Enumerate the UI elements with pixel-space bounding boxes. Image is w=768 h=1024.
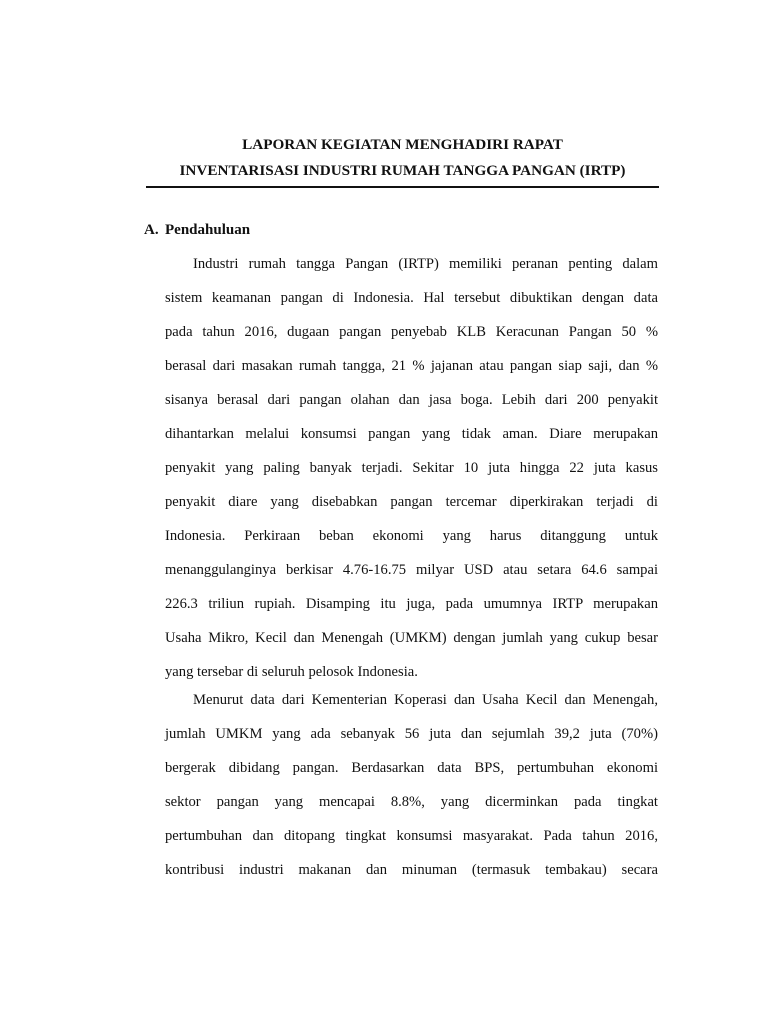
- title-underline-rule: [146, 186, 659, 188]
- paragraph-1: [165, 247, 658, 689]
- paragraph-line: Industri rumah tangga Pangan (IRTP) memiliki peranan penting dalam: [193, 256, 658, 272]
- paragraph-line: sisanya berasal dari pangan olahan dan jasa boga. Lebih dari 200 penyakit: [165, 392, 658, 408]
- paragraph-line: Usaha Mikro, Kecil dan Menengah (UMKM) dengan jumlah yang cukup besar: [165, 630, 658, 646]
- report-title: [146, 132, 659, 184]
- paragraph-line: penyakit diare yang disebabkan pangan tercemar diperkirakan terjadi di: [165, 494, 658, 510]
- paragraph-line: kontribusi industri makanan dan minuman (termasuk tembakau) secara: [165, 862, 658, 878]
- paragraph-line: penyakit yang paling banyak terjadi. Sekitar 10 juta hingga 22 juta kasus: [165, 460, 658, 476]
- paragraph-line: Menurut data dari Kementerian Koperasi dan Usaha Kecil dan Menengah,: [193, 692, 658, 708]
- paragraph-line: dihantarkan melalui konsumsi pangan yang tidak aman. Diare merupakan: [165, 426, 658, 442]
- section-number: A.: [144, 222, 159, 238]
- paragraph-line: bergerak dibidang pangan. Berdasarkan data BPS, pertumbuhan ekonomi: [165, 760, 658, 776]
- paragraph-2: [165, 683, 658, 887]
- paragraph-line: 226.3 triliun rupiah. Disamping itu juga, pada umumnya IRTP merupakan: [165, 596, 658, 612]
- paragraph-line: menanggulanginya berkisar 4.76-16.75 milyar USD atau setara 64.6 sampai: [165, 562, 658, 578]
- section-heading: [144, 221, 250, 239]
- paragraph-line: yang tersebar di seluruh pelosok Indonesia.: [165, 664, 418, 680]
- section-title: Pendahuluan: [165, 222, 251, 238]
- report-title-line-1: LAPORAN KEGIATAN MENGHADIRI RAPAT: [242, 136, 563, 153]
- paragraph-line: pertumbuhan dan ditopang tingkat konsumsi masyarakat. Pada tahun 2016,: [165, 828, 658, 844]
- report-title-line-2: INVENTARISASI INDUSTRI RUMAH TANGGA PANGAN (IRTP): [179, 162, 626, 179]
- paragraph-line: pada tahun 2016, dugaan pangan penyebab KLB Keracunan Pangan 50 %: [165, 324, 658, 340]
- paragraph-line: Indonesia. Perkiraan beban ekonomi yang harus ditanggung untuk: [165, 528, 658, 544]
- paragraph-line: sektor pangan yang mencapai 8.8%, yang dicerminkan pada tingkat: [165, 794, 658, 810]
- paragraph-line: sistem keamanan pangan di Indonesia. Hal tersebut dibuktikan dengan data: [165, 290, 658, 306]
- paragraph-line: jumlah UMKM yang ada sebanyak 56 juta dan sejumlah 39,2 juta (70%): [165, 726, 658, 742]
- paragraph-line: berasal dari masakan rumah tangga, 21 % jajanan atau pangan siap saji, dan %: [165, 358, 658, 374]
